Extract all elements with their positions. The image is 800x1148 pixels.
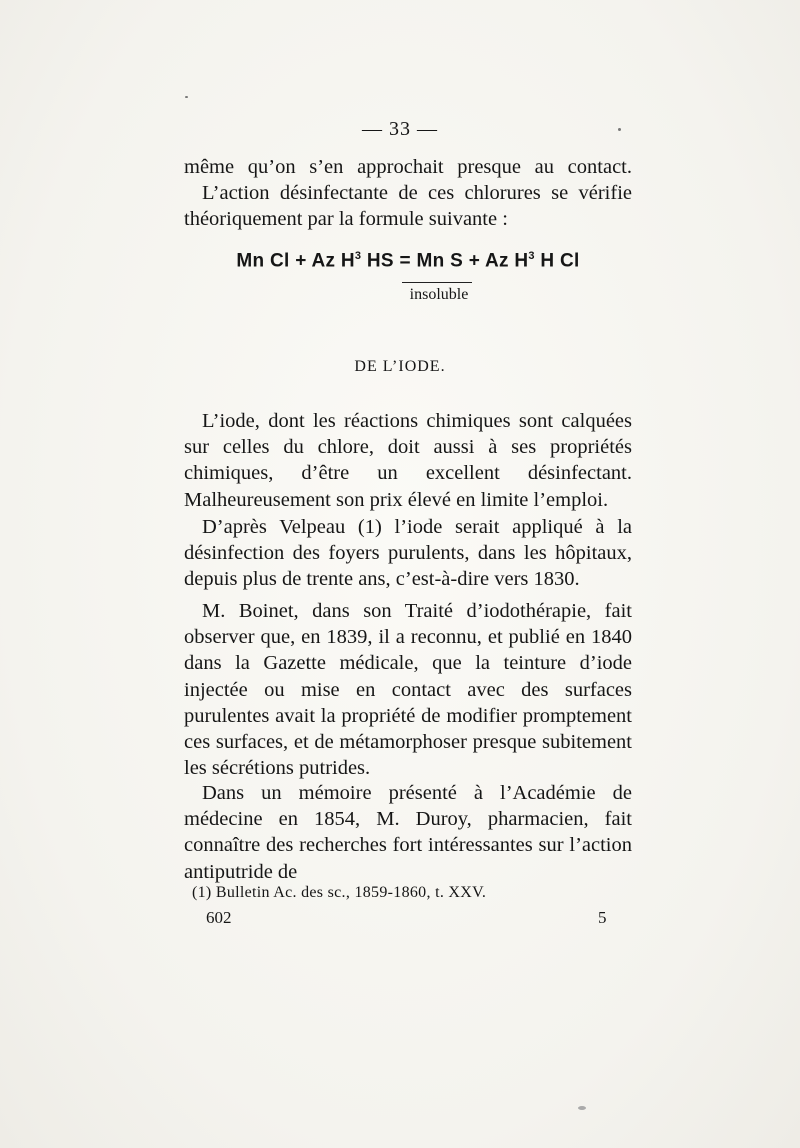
chemical-formula <box>184 250 632 272</box>
paper-speck <box>578 1106 586 1110</box>
paper-speck <box>185 96 188 98</box>
formula-term: H Cl <box>534 250 580 272</box>
paragraph-continuation: même qu’on s’en approchait presque au contact. <box>184 156 632 178</box>
paper-speck <box>618 128 621 131</box>
formula-term: Mn Cl <box>236 250 290 272</box>
page-number: — 33 — <box>362 118 438 140</box>
formula-underline <box>402 282 472 283</box>
paragraph: M. Boinet, dans son Traité d’iodothérapie, fait observer que, en 1839, il a reconnu, et publié en 1840 dans la Gazette médicale, que la teinture d’iode injectée ou mise en contact avec des surfaces purulentes avait la propriété de modifier promptement ces surfaces, et de métamorphoser presque subitement les sécrétions putrides. <box>184 600 632 780</box>
formula-term: Az H <box>311 250 355 272</box>
formula-subscript: 3 <box>354 250 362 262</box>
paragraph: Dans un mémoire présenté à l’Académie de médecine en 1854, M. Duroy, pharmacien, fait connaître des recherches fort intéressantes sur l’action antiputride de <box>184 782 632 883</box>
signature-number: 5 <box>598 908 607 927</box>
formula-term: Az H <box>484 250 529 272</box>
formula-term: Mn S <box>416 250 464 272</box>
paragraph-formula-intro: L’action désinfectante de ces chlorures se vérifie théoriquement par la formule suivante : <box>184 182 632 231</box>
formula-note: insoluble <box>409 286 469 303</box>
paragraph: D’après Velpeau (1) l’iode serait appliqué à la désinfection des foyers purulents, dans les hôpitaux, depuis plus de trente ans, c’est-à-dire vers 1830. <box>184 516 632 591</box>
paragraph: L’iode, dont les réactions chimiques sont calquées sur celles du chlore, doit aussi à ses propriétés chimiques, d’être un excellent désinfectant. Malheureusement son prix élevé en limite l’emploi. <box>184 410 632 511</box>
formula-term: HS <box>361 250 394 272</box>
footnote: (1) Bulletin Ac. des sc., 1859-1860, t. XXV. <box>192 884 487 901</box>
signature-mark: 602 <box>206 908 232 927</box>
section-title: DE L’IODE. <box>354 358 446 375</box>
formula-equals: = <box>399 250 411 272</box>
formula-plus: + <box>295 250 307 272</box>
formula-subscript: 3 <box>528 250 535 262</box>
formula-plus: + <box>468 250 481 272</box>
